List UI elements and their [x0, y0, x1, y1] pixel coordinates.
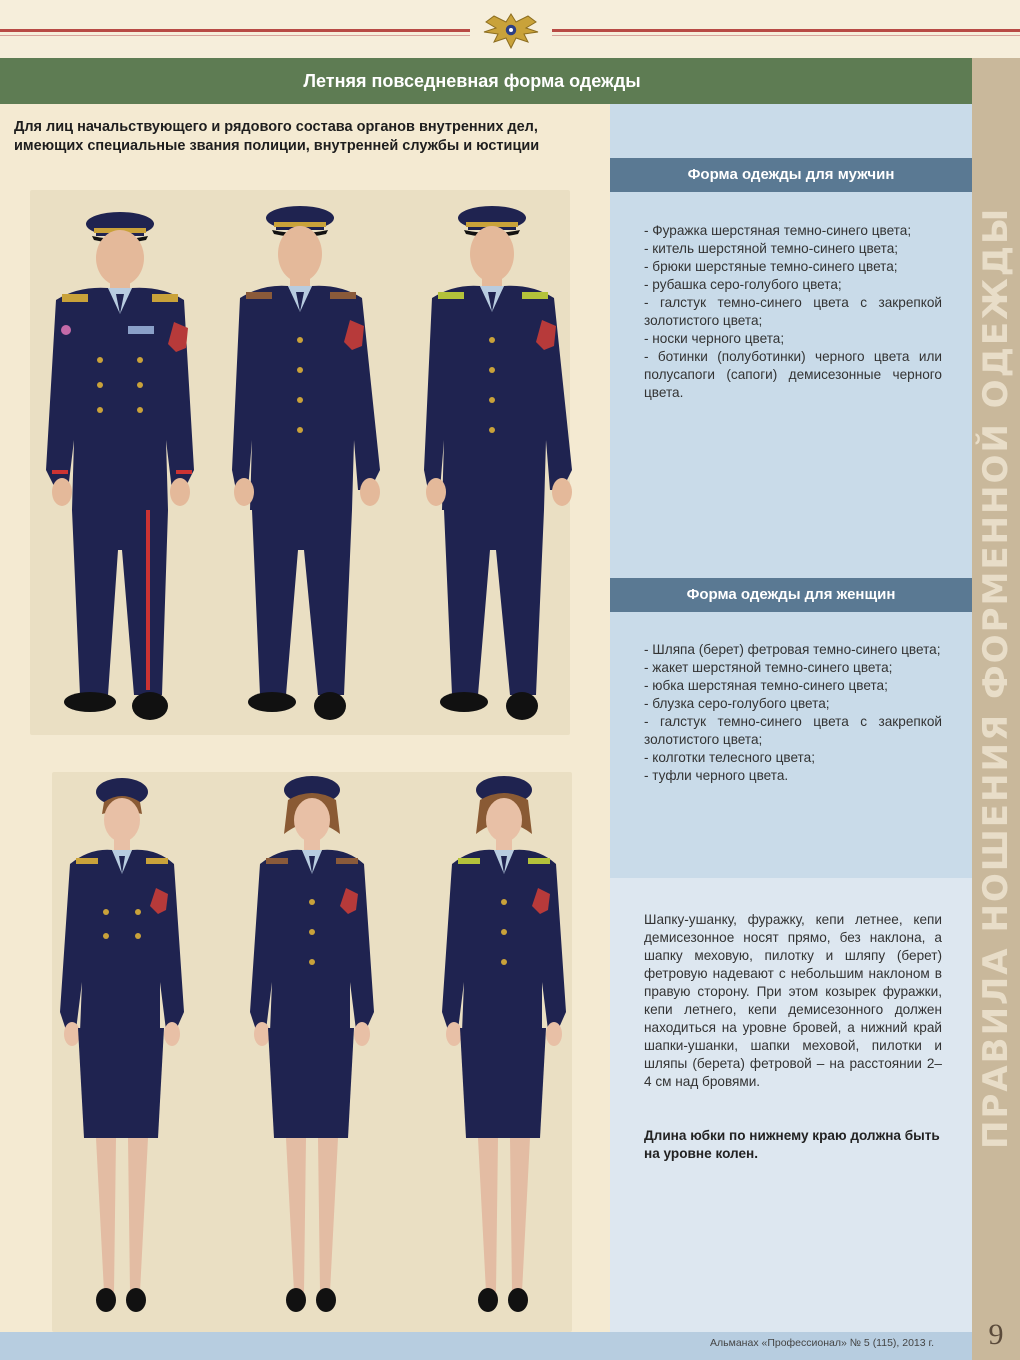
male-officer-figure-2 [230, 190, 400, 735]
male-officer-figure-1 [38, 190, 208, 735]
headwear-note: Шапку-ушанку, фуражку, кепи летнее, кепи демисезонное носят прямо, без наклона, а шапку меховую, пилотку и шляпу (берет) фетровую надевают с небольшим наклоном в правую сторону. При этом козырек фуражки, кепи летнего, кепи демисезонного должен находиться на уровне бровей, а нижний край шапки-ушанки, шапки меховой, пилотки и шляпы (берета) фетровой – на расстоянии 2–4 см над бровями. [644, 912, 942, 1089]
footer-citation: Альманах «Профессионал» № 5 (115), 2013 г. [710, 1337, 934, 1349]
list-item: - юбка шерстяная темно-синего цвета; [644, 678, 888, 693]
list-item: - Шляпа (берет) фетровая темно-синего цвета; [644, 642, 941, 657]
sidebar-vertical-title: ПРАВИЛА НОШЕНИЯ ФОРМЕННОЙ ОДЕЖДЫ [976, 206, 1016, 1150]
page-number: 9 [988, 1318, 1004, 1351]
list-item: - блузка серо-голубого цвета; [644, 696, 830, 711]
top-rule-left-thin [0, 35, 470, 36]
top-rule-right [552, 29, 1020, 32]
list-item: - Фуражка шерстяная темно-синего цвета; [644, 223, 912, 238]
men-uniform-list [644, 222, 942, 402]
female-officer-figure-3 [432, 772, 572, 1332]
double-headed-eagle-emblem-icon [476, 8, 546, 52]
section-title: Летняя повседневная форма одежды [0, 58, 972, 104]
list-item: - рубашка серо-голубого цвета; [644, 277, 842, 292]
list-item: - жакет шерстяной темно-синего цвета; [644, 660, 893, 675]
list-item: - колготки телесного цвета; [644, 750, 815, 765]
list-item: - носки черного цвета; [644, 331, 785, 346]
top-rule-right-thin [552, 35, 1020, 36]
skirt-length-note: Длина юбки по нижнему краю должна быть на уровне колен. [644, 1128, 940, 1161]
list-item: - галстук темно-синего цвета с закрепкой золотистого цвета; [644, 295, 942, 328]
list-item: - брюки шерстяные темно-синего цвета; [644, 259, 898, 274]
female-officer-figure-2 [240, 772, 380, 1332]
male-officer-figure-3 [422, 190, 592, 735]
list-item: - китель шерстяной темно-синего цвета; [644, 241, 899, 256]
intro-line-2: имеющих специальные звания полиции, внутренней службы и юстиции [14, 138, 540, 154]
intro-text [14, 118, 604, 156]
women-uniform-list [644, 641, 942, 785]
list-item: - ботинки (полуботинки) черного цвета или полусапоги (сапоги) демисезонные черного цвета. [644, 349, 942, 400]
female-officer-figure-1 [60, 772, 200, 1332]
list-item: - галстук темно-синего цвета с закрепкой золотистого цвета; [644, 714, 942, 747]
men-uniform-title: Форма одежды для мужчин [610, 158, 972, 192]
women-uniform-title: Форма одежды для женщин [610, 578, 972, 612]
list-item: - туфли черного цвета. [644, 768, 789, 783]
intro-line-1: Для лиц начальствующего и рядового состава органов внутренних дел, [14, 119, 538, 135]
top-rule-left [0, 29, 470, 32]
